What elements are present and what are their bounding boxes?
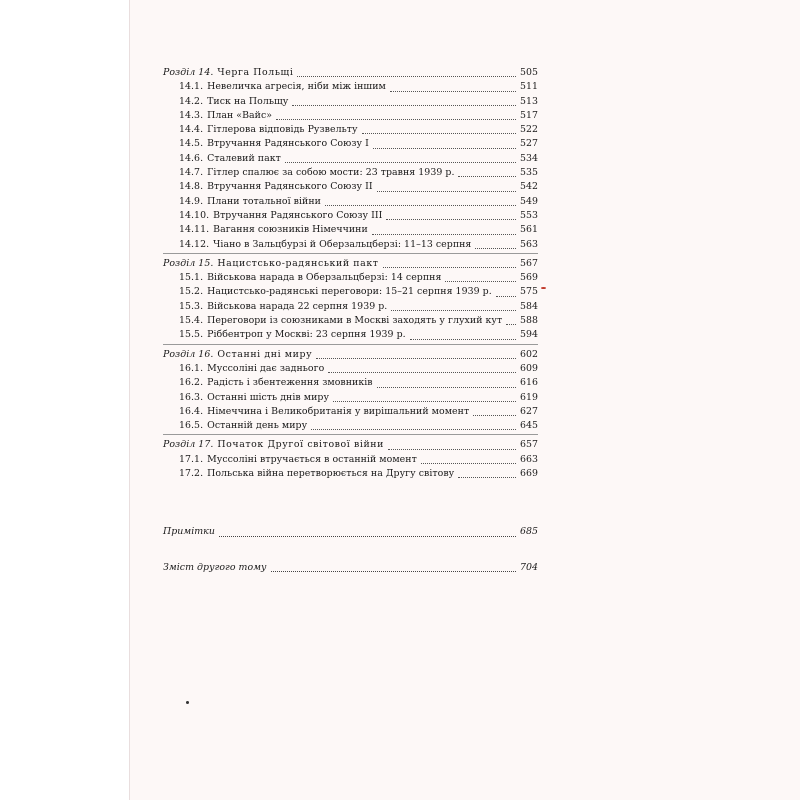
chapter-group (163, 348, 538, 436)
chapter-heading[interactable] (163, 438, 538, 452)
chapter-heading[interactable] (163, 348, 538, 362)
section-number: 16.4. (179, 405, 204, 417)
dot-leader (316, 358, 516, 359)
section-page: 588 (519, 315, 538, 327)
dot-leader (383, 267, 516, 268)
section-page: 569 (519, 272, 538, 284)
dot-leader (421, 463, 516, 464)
section-title: Військова нарада 22 серпня 1939 р. (207, 300, 388, 312)
section-entry[interactable] (163, 391, 538, 405)
dot-leader (271, 571, 516, 572)
chapter-label: Розділ 17. (163, 439, 214, 451)
notes-page: 685 (519, 526, 538, 538)
section-number: 15.2. (179, 286, 204, 298)
dot-leader (390, 91, 516, 92)
section-number: 16.2. (179, 377, 204, 389)
second-volume-entry[interactable] (163, 561, 538, 575)
section-entry[interactable] (163, 95, 538, 109)
section-title: Муссоліні втручається в останній момент (207, 453, 417, 465)
dot-leader (410, 339, 516, 340)
section-title: Сталевий пакт (207, 152, 281, 164)
section-page: 553 (519, 209, 538, 221)
dot-leader (445, 281, 516, 282)
dot-leader (377, 387, 516, 388)
section-number: 16.3. (179, 391, 204, 403)
section-entry[interactable] (163, 328, 538, 342)
section-entry[interactable] (163, 238, 538, 252)
section-number: 16.1. (179, 362, 204, 374)
dot-leader (373, 148, 516, 149)
section-page: 627 (519, 405, 538, 417)
section-page: 513 (519, 95, 538, 107)
section-page: 563 (519, 238, 538, 250)
section-page: 609 (519, 362, 538, 374)
section-title: Польська війна перетворюється на Другу світову (207, 468, 455, 480)
section-entry[interactable] (163, 453, 538, 467)
section-page: 619 (519, 391, 538, 403)
chapter-group (163, 257, 538, 345)
section-page: 594 (519, 329, 538, 341)
section-page: 645 (519, 420, 538, 432)
section-number: 14.11. (179, 224, 210, 236)
chapter-title: Останні дні миру (217, 348, 313, 360)
dot-leader (506, 324, 516, 325)
dot-leader (377, 191, 516, 192)
section-page: 535 (519, 167, 538, 179)
section-number: 15.1. (179, 272, 204, 284)
section-title: Переговори із союзниками в Москві заходять у глухий кут (207, 315, 503, 327)
dot-leader (391, 310, 516, 311)
section-entry[interactable] (163, 123, 538, 137)
section-entry[interactable] (163, 376, 538, 390)
section-number: 14.7. (179, 167, 204, 179)
notes-label: Примітки (163, 526, 215, 538)
section-entry[interactable] (163, 467, 538, 481)
dot-leader (297, 76, 516, 77)
section-title: Чіано в Зальцбурзі й Оберзальцберзі: 11–13 серпня (213, 238, 472, 250)
section-page: 527 (519, 138, 538, 150)
dot-leader (276, 119, 516, 120)
section-title: Вагання союзників Німеччини (213, 224, 368, 236)
section-page: 549 (519, 195, 538, 207)
section-number: 14.5. (179, 138, 204, 150)
section-page: 669 (519, 468, 538, 480)
section-number: 16.5. (179, 420, 204, 432)
chapter-page: 657 (519, 439, 538, 451)
chapter-page: 505 (519, 67, 538, 78)
section-number: 14.8. (179, 181, 204, 193)
section-page: 517 (519, 109, 538, 121)
chapter-page: 602 (519, 348, 538, 360)
section-title: Тиск на Польщу (207, 95, 289, 107)
section-entry[interactable] (163, 285, 538, 299)
section-number: 14.4. (179, 124, 204, 136)
section-entry[interactable] (163, 180, 538, 194)
section-title: Невеличка агресія, ніби між іншим (207, 81, 386, 93)
dot-leader (328, 372, 516, 373)
section-title: Ріббентроп у Москві: 23 серпня 1939 р. (207, 329, 406, 341)
chapter-label: Розділ 15. (163, 257, 214, 269)
dot-leader (362, 133, 516, 134)
dot-leader (473, 415, 516, 416)
chapter-heading[interactable] (163, 66, 538, 80)
section-number: 15.4. (179, 315, 204, 327)
section-entry[interactable] (163, 362, 538, 376)
chapter-list (163, 66, 538, 482)
spacer (163, 540, 538, 561)
table-of-contents (163, 66, 538, 575)
dot-leader (372, 234, 516, 235)
section-entry[interactable] (163, 80, 538, 94)
section-entry[interactable] (163, 152, 538, 166)
dot-leader (333, 401, 516, 402)
section-page: 584 (519, 300, 538, 312)
section-number: 14.9. (179, 195, 204, 207)
dot-leader (496, 296, 516, 297)
section-entry[interactable] (163, 223, 538, 237)
section-number: 17.2. (179, 468, 204, 480)
section-entry[interactable] (163, 109, 538, 123)
ink-speck (186, 701, 189, 704)
chapter-label: Розділ 16. (163, 348, 214, 360)
section-number: 14.12. (179, 238, 210, 250)
section-number: 14.2. (179, 95, 204, 107)
dot-leader (475, 248, 516, 249)
section-title: Гітлер спалює за собою мости: 23 травня 1939 р. (207, 167, 455, 179)
dot-leader (386, 219, 516, 220)
section-title: Гітлерова відповідь Рузвельту (207, 124, 358, 136)
section-number: 14.1. (179, 81, 204, 93)
chapter-title: Нацистсько-радянський пакт (217, 257, 379, 269)
section-number: 17.1. (179, 453, 204, 465)
section-title: Втручання Радянського Союзу I (207, 138, 369, 150)
section-title: План «Вайс» (207, 109, 273, 121)
chapter-page: 567 (519, 257, 538, 269)
dot-leader (388, 449, 516, 450)
dot-leader (285, 162, 516, 163)
second-volume-page: 704 (519, 561, 538, 573)
section-page: 616 (519, 377, 538, 389)
section-number: 14.6. (179, 152, 204, 164)
dot-leader (325, 205, 516, 206)
section-page: 663 (519, 453, 538, 465)
section-page: 534 (519, 152, 538, 164)
dot-leader (311, 429, 516, 430)
section-entry[interactable] (163, 405, 538, 419)
section-title: Радість і збентеження змовників (207, 377, 373, 389)
section-entry[interactable] (163, 137, 538, 151)
section-page: 575 (519, 286, 538, 298)
chapter-heading[interactable] (163, 257, 538, 271)
second-volume-label: Зміст другого тому (163, 561, 267, 573)
section-page: 561 (519, 224, 538, 236)
chapter-label: Розділ 14. (163, 67, 214, 78)
section-entry[interactable] (163, 166, 538, 180)
notes-entry[interactable] (163, 525, 538, 539)
section-title: Військова нарада в Оберзальцберзі: 14 серпня (207, 272, 442, 284)
section-title: Плани тотальної війни (207, 195, 321, 207)
dot-leader (458, 477, 516, 478)
section-number: 14.3. (179, 109, 204, 121)
section-page: 522 (519, 124, 538, 136)
dot-leader (219, 536, 516, 537)
section-title: Втручання Радянського Союзу III (213, 209, 383, 221)
chapter-group (163, 66, 538, 254)
section-entry[interactable] (163, 271, 538, 285)
section-entry[interactable] (163, 209, 538, 223)
section-entry[interactable] (163, 314, 538, 328)
section-title: Муссоліні дає заднього (207, 362, 325, 374)
spacer (163, 485, 538, 525)
section-title: Останній день миру (207, 420, 308, 432)
section-title: Німеччина і Великобританія у вирішальний момент (207, 405, 470, 417)
section-number: 14.10. (179, 209, 210, 221)
chapter-group (163, 438, 538, 482)
section-page: 511 (519, 81, 538, 93)
ink-speck (541, 287, 546, 289)
section-number: 15.5. (179, 329, 204, 341)
dot-leader (458, 176, 515, 177)
chapter-title: Початок Другої світової війни (217, 439, 385, 451)
section-title: Втручання Радянського Союзу II (207, 181, 373, 193)
section-number: 15.3. (179, 300, 204, 312)
section-entry[interactable] (163, 300, 538, 314)
dot-leader (292, 105, 516, 106)
section-title: Останні шість днів миру (207, 391, 330, 403)
section-page: 542 (519, 181, 538, 193)
section-title: Нацистсько-радянські переговори: 15–21 серпня 1939 р. (207, 286, 492, 298)
section-entry[interactable] (163, 419, 538, 433)
chapter-title: Черга Польщі (217, 67, 294, 78)
section-entry[interactable] (163, 195, 538, 209)
